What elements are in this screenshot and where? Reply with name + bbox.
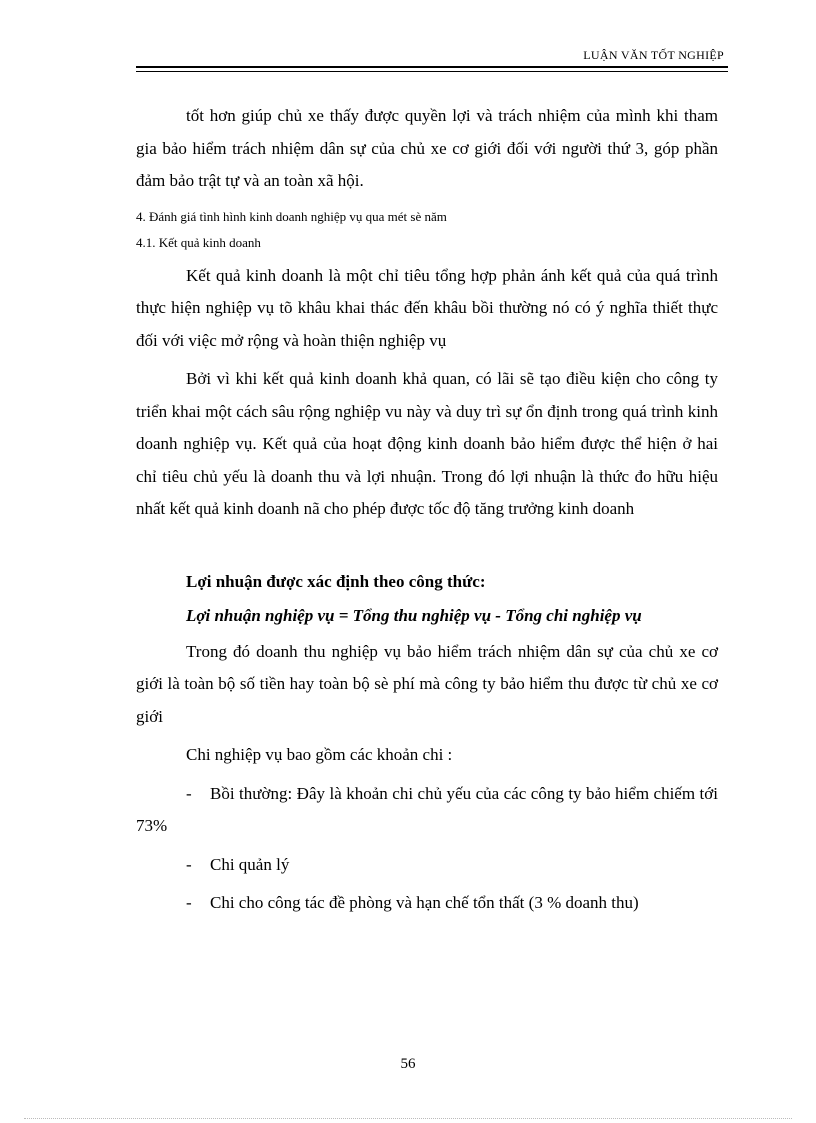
list-item-prevention — [136, 887, 718, 920]
list-dash: - — [186, 854, 192, 874]
section-heading-4-1: 4.1. Kết quả kinh doanh — [136, 234, 261, 250]
paragraph-business-result: Kết quả kinh doanh là một chỉ tiêu tổng hợp phản ánh kết quả của quá trình thực hiện nghiệp vụ tõ khâu khai thác đến khâu bồi thường nó có ý nghĩa thiết thực đối với việc mở rộng và hoàn thiện nghiệp vụ — [136, 265, 718, 350]
list-item-compensation — [136, 778, 718, 843]
page-bottom-border — [24, 1118, 792, 1119]
paragraph-expenses-intro: Chi nghiệp vụ bao gồm các khoản chi : — [186, 745, 453, 764]
list-dash: - — [186, 783, 192, 803]
paragraph-profit-explanation: Bởi vì khi kết quả kinh doanh khả quan, có lãi sẽ tạo điều kiện cho công ty triển khai một cách sâu rộng nghiệp vu này và duy trì sự ổn định trong quá trình kinh doanh nghiệp vụ. Kết quả của hoạt động kinh doanh bảo hiểm được thể hiện ở hai chỉ tiêu chủ yếu là doanh thu và lợi nhuận. Trong đó lợi nhuận là thức đo hữu hiệu nhất kết quả kinh doanh nã cho phép được tốc độ tăng trưởng kinh doanh — [136, 369, 718, 518]
list-item-text: Bồi thường: Đây là khoản chi chủ yếu của các công ty bảo hiểm chiếm tới 73% — [136, 783, 718, 835]
list-dash: - — [186, 893, 192, 912]
profit-formula: Lợi nhuận nghiệp vụ = Tổng thu nghiệp vụ - Tổng chi nghiệp vụ — [186, 605, 642, 625]
list-item-management — [136, 849, 718, 882]
page-number: 56 — [400, 1056, 416, 1072]
paragraph-intro: tốt hơn giúp chủ xe thấy được quyền lợi và trách nhiệm của mình khi tham gia bảo hiểm trách nhiệm dân sự của chủ xe cơ giới đối với người thứ 3, góp phần đảm bảo trật tự và an toàn xã hội. — [136, 106, 718, 190]
document-body — [136, 100, 718, 926]
formula-title: Lợi nhuận được xác định theo công thức: — [186, 571, 486, 591]
header-rule-thick — [136, 66, 728, 68]
list-item-text: Chi quản lý — [210, 854, 290, 874]
section-heading-4: 4. Đánh giá tình hình kinh doanh nghiệp vụ qua mét sè năm — [136, 208, 447, 224]
paragraph-revenue: Trong đó doanh thu nghiệp vụ bảo hiểm trách nhiệm dân sự của chủ xe cơ giới là toàn bộ số tiền hay toàn bộ sè phí mà công ty bảo hiểm thu được từ chủ xe cơ giới — [136, 641, 718, 726]
header-rule-thin — [136, 71, 728, 72]
list-item-text: Chi cho công tác đề phòng và hạn chế tổn thất (3 % doanh thu) — [210, 893, 639, 912]
header-title: LUẬN VĂN TỐT NGHIỆP — [583, 48, 724, 62]
